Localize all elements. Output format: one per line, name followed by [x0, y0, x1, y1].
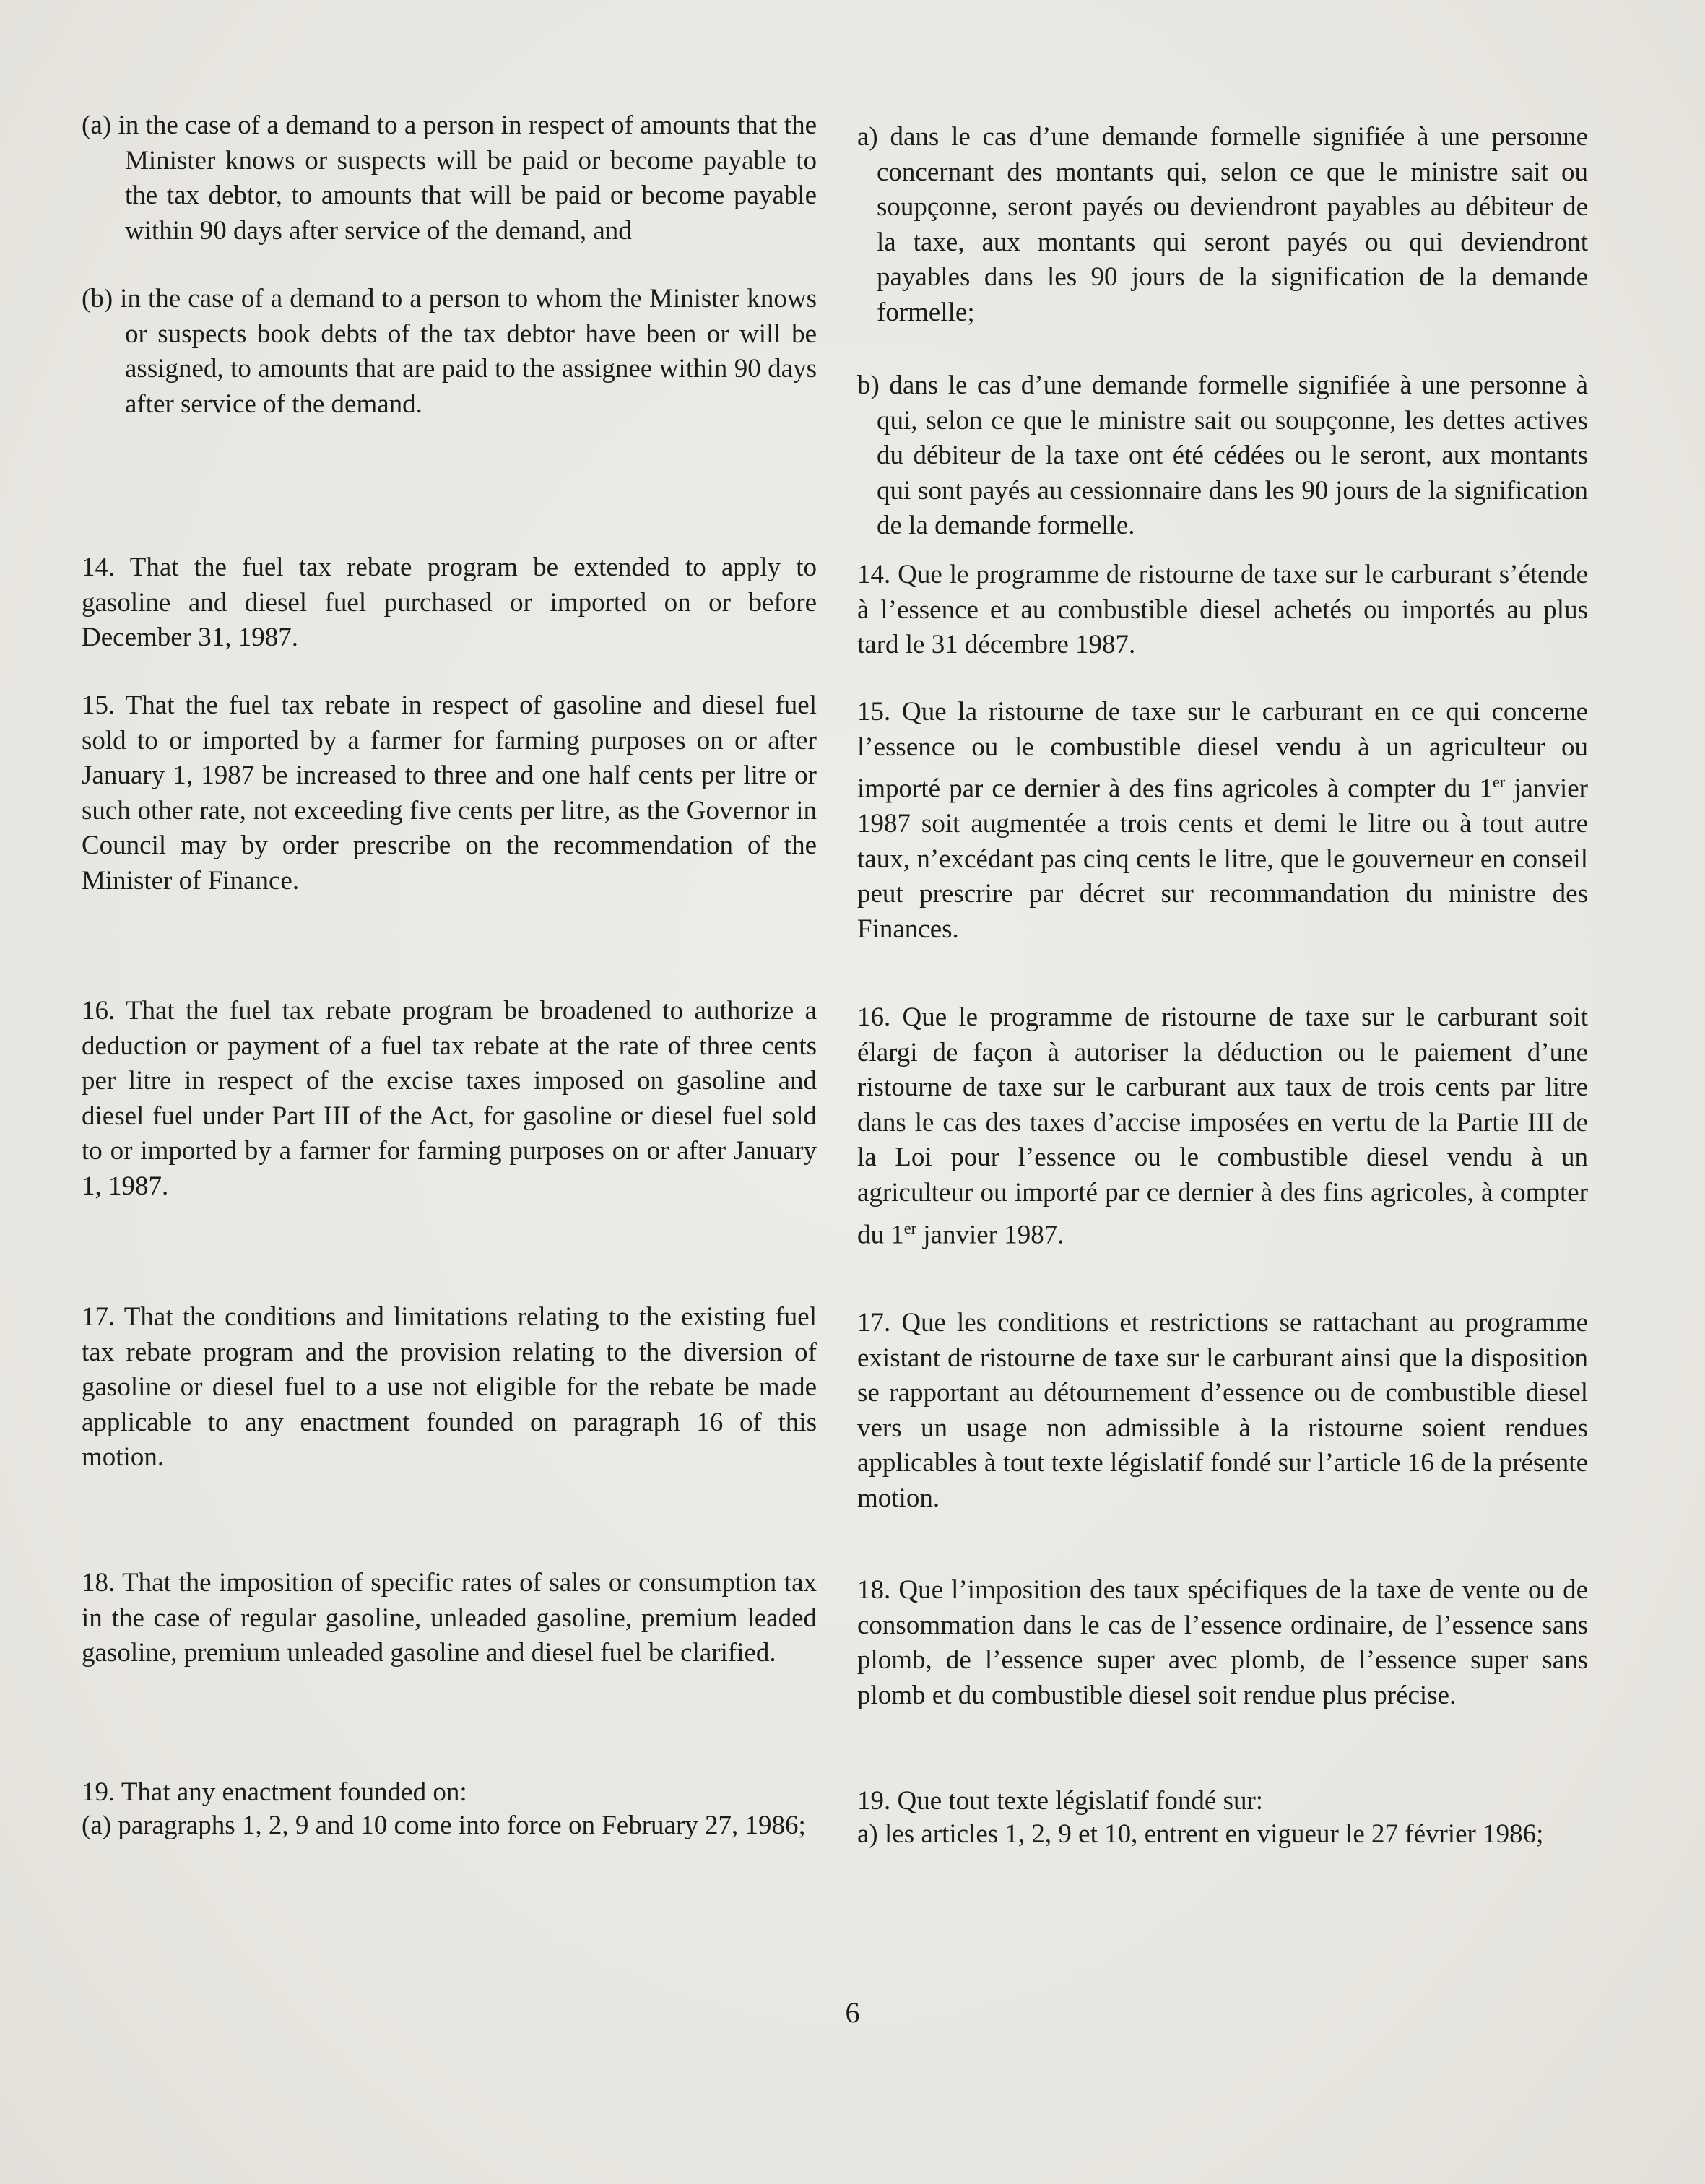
en-paragraph-14: 14. That the fuel tax rebate program be extended to apply to gasoline and diesel fuel purchased or imported on or before December 31, 1987.: [82, 552, 817, 653]
en-paragraph-15: 15. That the fuel tax rebate in respect of gasoline and diesel fuel sold to or imported by a farmer for farming purposes on or after January 1, 1987 be increased to three and one half cents per litre or such other rate, not exceeding five cents per litre, as the Governor in Council may by order prescribe on the recommendation of the Minister of Finance.: [82, 690, 817, 896]
page-number: 6: [845, 1996, 860, 2029]
en-paragraph-13a: (a) in the case of a demand to a person in respect of amounts that the Minister knows or suspects will be paid or become payable to the tax debtor, to amounts that will be paid or become payable within 90 days after service of the demand, and: [82, 110, 817, 246]
fr-paragraph-16-text: 16. Que le programme de ristourne de taxe sur le carburant soit élargi de façon à autoriser la déduction ou le paiement d’une ristourne de taxe sur le carburant aux taux de trois cents par litre dans le cas des taxes d’accise imposées en vertu de la Partie III de la Loi pour l’essence ou le combustible diesel vendu à un agriculteur ou importé par ce dernier à des fins agricoles, à compter du 1: [857, 1002, 1588, 1249]
en-paragraph-19a: (a) paragraphs 1, 2, 9 and 10 come into force on February 27, 1986;: [82, 1811, 806, 1840]
fr-paragraph-16-text-end: janvier 1987.: [916, 1219, 1064, 1249]
en-paragraph-13b: (b) in the case of a demand to a person to whom the Minister knows or suspects book debts of the tax debtor have been or will be assigned, to amounts that are paid to the assignee within 90 days after service of the demand.: [82, 284, 817, 419]
en-paragraph-18: 18. That the imposition of specific rates of sales or consumption tax in the case of regular gasoline, unleaded gasoline, premium leaded gasoline, premium unleaded gasoline and diesel fuel be clarified.: [82, 1568, 817, 1668]
fr-paragraph-14: 14. Que le programme de ristourne de taxe sur le carburant s’étende à l’essence et au combustible diesel achetés ou importés au plus tard le 31 décembre 1987.: [857, 560, 1588, 660]
fr-paragraph-15: [857, 695, 1588, 947]
fr-paragraph-13a: a) dans le cas d’une demande formelle signifiée à une personne concernant des montants qui, selon ce que le ministre sait ou soupçonne, seront payés ou deviendront payables au débiteur de la taxe, aux montants qui seront payés ou qui deviendront payables dans les 90 jours de la signification de la demande formelle;: [857, 122, 1588, 327]
fr-paragraph-13b: b) dans le cas d’une demande formelle signifiée à une personne à qui, selon ce que le ministre sait ou soupçonne, les dettes actives du débiteur de la taxe ont été cédées ou le seront, aux montants qui sont payés au cessionnaire dans les 90 jours de la signification de la demande formelle.: [857, 370, 1588, 541]
fr-paragraph-19: 19. Que tout texte législatif fondé sur:: [857, 1786, 1264, 1816]
fr-paragraph-16: [857, 1000, 1588, 1252]
fr-paragraph-15-text: 15. Que la ristourne de taxe sur le carburant en ce qui concerne l’essence ou le combustible diesel vendu à un agriculteur ou importé par ce dernier à des fins agricoles à compter du 1: [857, 697, 1588, 804]
fr-paragraph-16-superscript: er: [903, 1218, 916, 1237]
fr-paragraph-18: 18. Que l’imposition des taux spécifiques de la taxe de vente ou de consommation dans le cas de l’essence ordinaire, de l’essence sans plomb, de l’essence super avec plomb, de l’essence super sans plomb et du combustible diesel soit rendue plus précise.: [857, 1575, 1588, 1710]
fr-paragraph-15-text-end: janvier 1987 soit augmentée a trois cents et demi le litre ou à tout autre taux, n’excédant pas cinq cents le litre, que le gouverneur en conseil peut prescrire par décret sur recommandation du ministre des Finances.: [857, 774, 1588, 944]
fr-paragraph-17: 17. Que les conditions et restrictions se rattachant au programme existant de ristourne de taxe sur le carburant ainsi que la disposition se rapportant au détournement d’essence ou de combustible diesel vers un usage non admissible à la ristourne soient rendues applicables à tout texte législatif fondé sur l’article 16 de la présente motion.: [857, 1308, 1588, 1513]
fr-paragraph-19a: a) les articles 1, 2, 9 et 10, entrent en vigueur le 27 février 1986;: [857, 1819, 1544, 1849]
en-paragraph-17: 17. That the conditions and limitations relating to the existing fuel tax rebate program and the provision relating to the diversion of gasoline or diesel fuel to a use not eligible for the rebate be made applicable to any enactment founded on paragraph 16 of this motion.: [82, 1302, 817, 1473]
en-paragraph-19: 19. That any enactment founded on:: [82, 1777, 467, 1807]
fr-paragraph-15-superscript: er: [1493, 773, 1506, 792]
en-paragraph-16: 16. That the fuel tax rebate program be broadened to authorize a deduction or payment of a fuel tax rebate at the rate of three cents per litre in respect of the excise taxes imposed on gasoline and diesel fuel under Part III of the Act, for gasoline or diesel fuel sold to or imported by a farmer for farming purposes on or after January 1, 1987.: [82, 996, 817, 1201]
